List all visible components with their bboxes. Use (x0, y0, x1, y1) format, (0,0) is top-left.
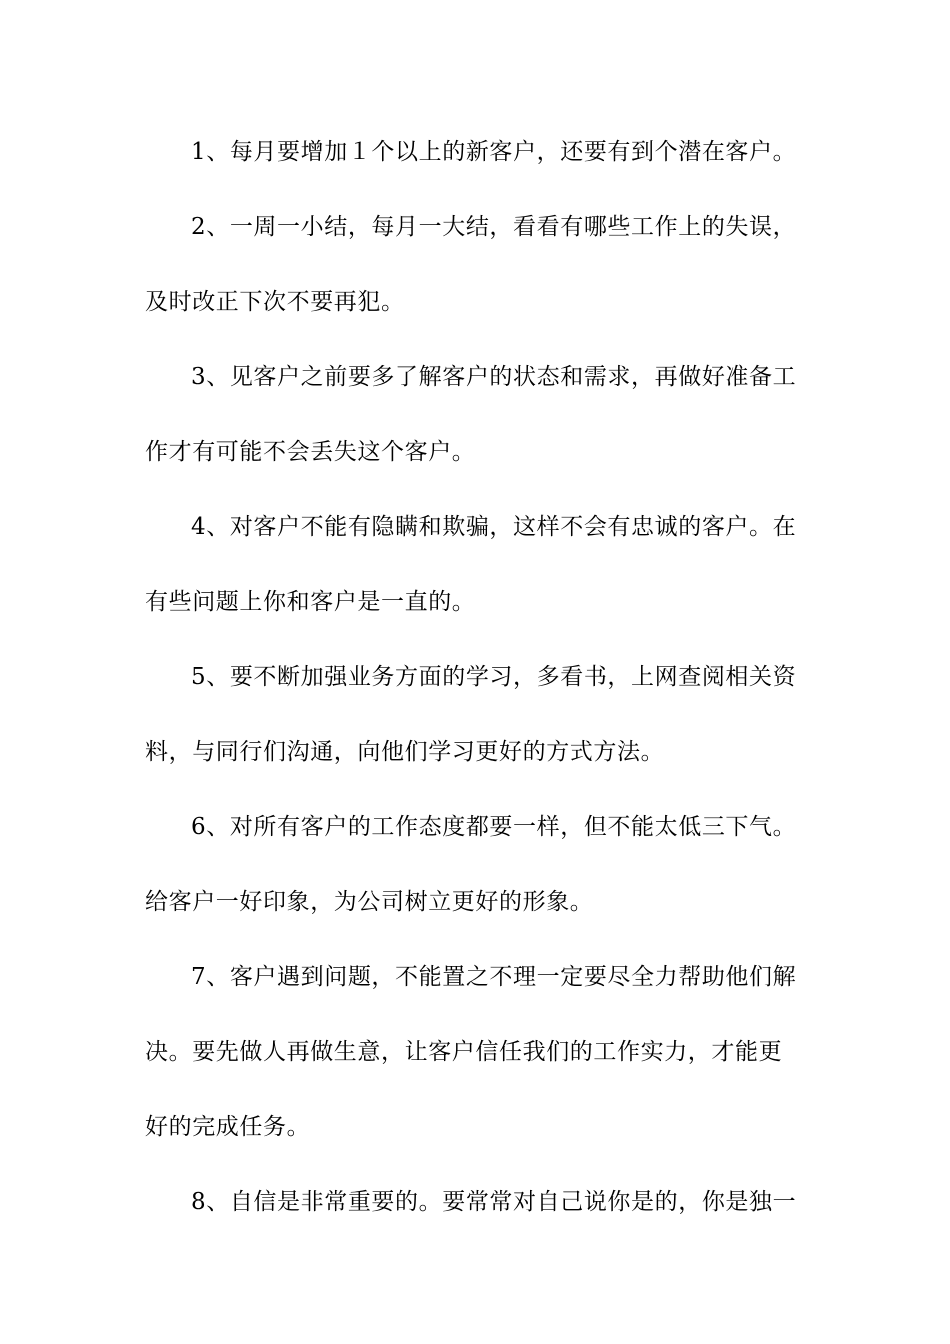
item-4-line-2: 有些问题上你和客户是一直的。 (145, 589, 476, 615)
item-5-line-1: 5、要不断加强业务方面的学习，多看书，上网查阅相关资 (191, 664, 797, 690)
item-3-line-1: 3、见客户之前要多了解客户的状态和需求，再做好准备工 (191, 364, 797, 390)
item-6-line-1: 6、对所有客户的工作态度都要一样，但不能太低三下气。 (191, 814, 797, 840)
item-2-line-2: 及时改正下次不要再犯。 (145, 289, 405, 315)
item-1-line-1: 1、每月要增加１个以上的新客户，还要有到个潜在客户。 (191, 139, 797, 165)
item-5-line-2: 料，与同行们沟通，向他们学习更好的方式方法。 (145, 739, 665, 765)
item-7-line-3: 好的完成任务。 (145, 1114, 311, 1140)
item-2-line-1: 2、一周一小结，每月一大结，看看有哪些工作上的失误， (191, 214, 797, 240)
item-7-line-2: 决。要先做人再做生意，让客户信任我们的工作实力，才能更 (145, 1039, 783, 1065)
item-6-line-2: 给客户一好印象，为公司树立更好的形象。 (145, 889, 594, 915)
item-3-line-2: 作才有可能不会丢失这个客户。 (145, 439, 476, 465)
item-4-line-1: 4、对客户不能有隐瞒和欺骗，这样不会有忠诚的客户。在 (191, 514, 797, 540)
item-7-line-1: 7、客户遇到问题，不能置之不理一定要尽全力帮助他们解 (191, 964, 797, 990)
item-8-line-1: 8、自信是非常重要的。要常常对自己说你是的，你是独一 (191, 1189, 797, 1215)
